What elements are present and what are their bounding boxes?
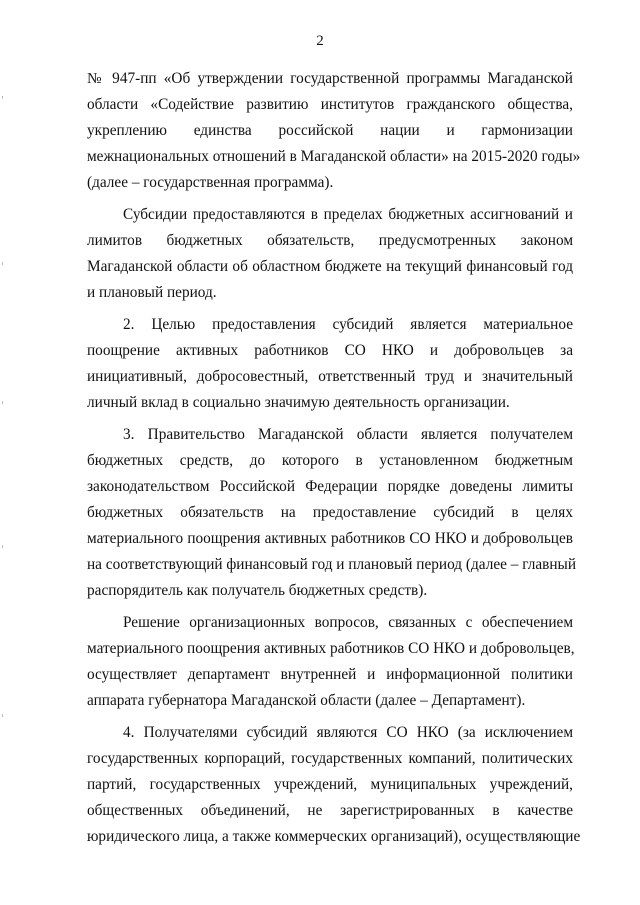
paragraph-item-3 (87, 422, 576, 604)
text-line: законодательством Российской Федерации порядке доведены лимиты (87, 478, 573, 495)
document-body (87, 66, 581, 850)
text-line: 4. Получателями субсидий являются СО НКО (за исключением (123, 724, 573, 741)
text-line: юридического лица, а также коммерческих организаций), осуществляющие (87, 828, 581, 845)
scan-mark (2, 96, 3, 99)
paragraph-organizational (87, 610, 573, 714)
text-line: материального поощрения активных работников СО НКО и добровольцев (87, 530, 573, 547)
text-line: Магаданской области об областном бюджете на текущий финансовый год (87, 258, 573, 275)
text-line: области «Содействие развитию институтов гражданского общества, (87, 96, 573, 113)
paragraph-item-4 (87, 720, 581, 850)
text-line: Решение организационных вопросов, связанных с обеспечением (123, 614, 573, 631)
text-line: распорядитель как получатель бюджетных средств). (87, 582, 428, 599)
text-line: и плановый период. (87, 284, 217, 301)
text-line: укреплению единства российской нации и гармонизации (87, 122, 573, 139)
scan-mark (2, 545, 3, 548)
text-line: осуществляет департамент внутренней и информационной политики (87, 666, 573, 683)
text-line: партий, государственных учреждений, муниципальных учреждений, (87, 776, 573, 793)
text-line: № 947-пп «Об утверждении государственной программы Магаданской (87, 70, 573, 87)
text-line: бюджетных средств, до которого в установленном бюджетным (87, 452, 573, 469)
text-line: государственных корпораций, государственных компаний, политических (87, 750, 573, 767)
text-line: 3. Правительство Магаданской области является получателем (123, 426, 573, 443)
text-line: на соответствующий финансовый год и плановый период (далее – главный (87, 556, 576, 573)
text-line: поощрение активных работников СО НКО и добровольцев за (87, 342, 573, 359)
text-line: инициативный, добросовестный, ответственный труд и значительный (87, 368, 573, 385)
text-line: материального поощрения активных работников СО НКО и добровольцев, (87, 640, 575, 657)
text-line: общественных объединений, не зарегистрированных в качестве (87, 802, 573, 819)
text-line: Субсидии предоставляются в пределах бюджетных ассигнований и (123, 206, 573, 223)
text-line: бюджетных обязательств на предоставление субсидий в целях (87, 504, 573, 521)
text-line: 2. Целью предоставления субсидий является материальное (123, 316, 573, 333)
text-line: (далее – государственная программа). (87, 174, 334, 191)
text-line: лимитов бюджетных обязательств, предусмотренных законом (87, 232, 573, 249)
text-line: межнациональных отношений в Магаданской области» на 2015-2020 годы» (87, 148, 581, 165)
scan-mark (2, 714, 3, 717)
paragraph-program-reference (87, 66, 581, 196)
text-line: личный вклад в социально значимую деятельность организации. (87, 394, 510, 411)
paragraph-subsidy-limits (87, 202, 573, 306)
scan-mark (2, 401, 3, 404)
text-line: аппарата губернатора Магаданской области (далее – Департамент). (87, 692, 526, 709)
page-number: 2 (316, 33, 324, 49)
scan-mark (2, 262, 3, 265)
paragraph-item-2 (87, 312, 573, 416)
